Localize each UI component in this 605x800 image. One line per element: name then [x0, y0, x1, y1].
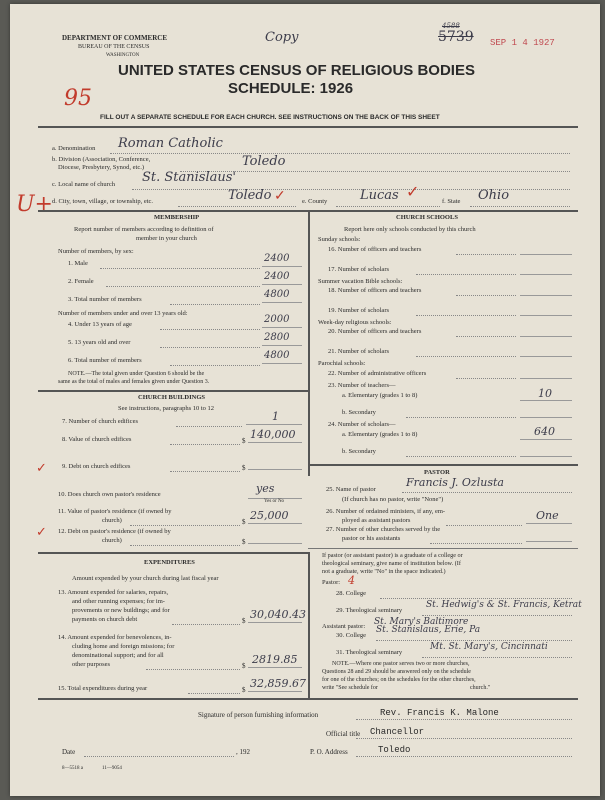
- official-title-value[interactable]: Chancellor: [370, 727, 425, 737]
- denomination-label: a. Denomination: [52, 145, 96, 152]
- q14-label-1: 14. Amount expended for benevolences, in-: [58, 634, 172, 641]
- q22-label: 22. Number of administrative officers: [328, 370, 427, 377]
- q13-label-3: provements or new buildings; and for: [72, 607, 170, 614]
- q1-male-label: 1. Male: [68, 260, 88, 267]
- q5-over13-label: 5. 13 years old and over: [68, 339, 131, 346]
- signature-label: Signature of person furnishing information: [198, 711, 319, 719]
- pastor-subheading: Pastor:: [322, 579, 341, 586]
- q3-total-value[interactable]: 4800: [264, 289, 290, 300]
- q15-amount[interactable]: 32,859.67: [250, 677, 306, 690]
- signature-value[interactable]: Rev. Francis K. Malone: [380, 708, 499, 718]
- q11-label-1: 11. Value of pastor's residence (if owned by: [58, 508, 172, 515]
- check-mark-q9: ✓: [36, 460, 47, 475]
- members-by-sex-label: Number of members, by sex:: [58, 248, 134, 255]
- q12-label-2: church): [102, 537, 122, 544]
- q30-label: 30. College: [336, 632, 366, 639]
- buildings-heading: CHURCH BUILDINGS: [138, 394, 205, 401]
- buildings-subheading: See instructions, paragraphs 10 to 12: [118, 405, 215, 412]
- pastor-heading: PASTOR: [424, 469, 450, 476]
- state-label: f. State: [442, 198, 461, 205]
- official-title-label: Official title: [326, 730, 361, 738]
- schools-heading: CHURCH SCHOOLS: [396, 214, 458, 221]
- q24b-label: b. Secondary: [342, 448, 376, 455]
- q23a-label: a. Elementary (grades 1 to 8): [342, 392, 418, 399]
- assistant-pastor-value[interactable]: St. Mary's Baltimore: [374, 617, 469, 627]
- q17-label: 17. Number of scholars: [328, 266, 390, 273]
- city-value[interactable]: Toledo: [228, 188, 272, 203]
- division-label-1: b. Division (Association, Conference,: [52, 156, 151, 163]
- margin-u-plus-mark: U+: [16, 192, 53, 217]
- q28-label: 28. College: [336, 590, 366, 597]
- q14-label-2: cluding home and foreign missions; for: [72, 643, 175, 650]
- q6-total-value[interactable]: 4800: [264, 350, 290, 361]
- q25-pastor-name[interactable]: Francis J. Ozlusta: [406, 476, 504, 489]
- q15-label: 15. Total expenditures during year: [58, 685, 148, 692]
- q4-under13-value[interactable]: 2000: [264, 314, 290, 325]
- pastor-note-4b: church.": [470, 685, 491, 691]
- q14-label-4: other purposes: [72, 661, 111, 668]
- pastor-note-2: Questions 28 and 29 should be answered only on the schedule: [322, 669, 471, 675]
- q3-total-label: 3. Total number of members: [68, 296, 142, 303]
- q4-under13-label: 4. Under 13 years of age: [68, 321, 132, 328]
- print-number: 11—9054: [102, 766, 122, 771]
- q24-label: 24. Number of scholars—: [328, 421, 396, 428]
- age-group-label: Number of members under and over 13 years old:: [58, 310, 188, 317]
- division-value[interactable]: Toledo: [242, 154, 286, 169]
- instruction-line: FILL OUT A SEPARATE SCHEDULE FOR EACH CHURCH. SEE INSTRUCTIONS ON THE BACK OF THIS SHEET: [100, 114, 440, 121]
- q11-label-2: church): [102, 517, 122, 524]
- q2-female-value[interactable]: 2400: [264, 271, 290, 282]
- membership-heading: MEMBERSHIP: [154, 214, 200, 221]
- q20-label: 20. Number of officers and teachers: [328, 328, 422, 335]
- q8-value-label: 8. Value of church edifices: [62, 436, 132, 443]
- q23b-label: b. Secondary: [342, 409, 376, 416]
- q26-value[interactable]: One: [536, 509, 559, 522]
- q11-value-amount[interactable]: 25,000: [250, 509, 289, 522]
- q13-label-2: and other running expenses; for im-: [72, 598, 165, 605]
- q26-label-2: ployed as assistant pastors: [342, 517, 411, 524]
- pastor-note-1: NOTE.—Where one pastor serves two or more churches,: [332, 661, 470, 667]
- q25-note: (If church has no pastor, write "None"): [342, 496, 444, 503]
- q8-value-amount[interactable]: 140,000: [250, 428, 296, 441]
- q2-female-label: 2. Female: [68, 278, 94, 285]
- q19-label: 19. Number of scholars: [328, 307, 390, 314]
- struck-number: 4588: [442, 22, 460, 30]
- division-label-2: Diocese, Presbytery, Synod, etc.): [58, 164, 145, 171]
- po-address-value[interactable]: Toledo: [378, 745, 411, 755]
- q24a-label: a. Elementary (grades 1 to 8): [342, 431, 418, 438]
- q21-label: 21. Number of scholars: [328, 348, 390, 355]
- q24a-value[interactable]: 640: [534, 425, 555, 438]
- graduate-note-2: theological seminary, give name of institution below. (If: [322, 560, 461, 567]
- sunday-schools-label: Sunday schools:: [318, 236, 361, 243]
- q10-residence-value[interactable]: yes: [256, 482, 275, 495]
- expenditures-heading: EXPENDITURES: [144, 559, 195, 566]
- q12-label-1: 12. Debt on pastor's residence (if owned by: [58, 528, 171, 535]
- state-value[interactable]: Ohio: [478, 188, 510, 203]
- pastor-note-4: write "See schedule for: [322, 685, 378, 691]
- county-label: e. County: [302, 198, 328, 205]
- check-mark-county: ✓: [406, 184, 420, 201]
- bureau-label: BUREAU OF THE CENSUS: [78, 44, 150, 50]
- schedule-number: 5739: [438, 29, 474, 45]
- q6-total-label: 6. Total number of members: [68, 357, 142, 364]
- q9-debt-label: 9. Debt on church edifices: [62, 463, 131, 470]
- city-label: WASHINGTON: [106, 53, 140, 58]
- q30-value[interactable]: St. Stanislaus, Erie, Pa: [376, 625, 481, 635]
- census-schedule-sheet: DEPARTMENT OF COMMERCE BUREAU OF THE CENSUS WASHINGTON Copy 4588 5739 SEP 1 4 1927 UNITED STATES CENSUS OF RELIGIOUS BODIES SCHEDULE: 1926 95 FILL OUT A SEPARATE SCHEDULE FOR EACH CHURCH. SEE INSTRUCTIONS ON THE BACK OF THIS SHEET a. Denomination Roman Catholic b. Division (Association, Conference, Diocese, Presbytery, Synod, etc.) Toledo c. Local name of church St. Stanislaus' d. City, town, village, or township, etc. Toledo ✓ e. County Lucas ✓ f. State Ohio U+ MEMBERSHIP Report number of members according to definition of member in your church Number of members, by sex: 1. Male 2400 2. Female 2400 3. Total number of members 4800 Number of members under and over 13 years old: 4. Under 13 years of age 2000 5. 13 years old and over 2800 6. Total number of members 4800 NOTE.—The total given under Question 6 should be the same as the total of males and females given under Question 3. CHURCH BUILDINGS See instructions, paragraphs 10 to 12 7. Number of church edifices 1 8. Value of church edifices $ 140,000 ✓ 9. Debt on church edifices $ 10. Does church own pastor's residence yes Yes or No 11. Value of pastor's residence (if owned by church) $ 25,000 ✓ 12. Debt on pastor's residence (if owned by church) $ EXPENDITURES Amount expended by your church during last fiscal year 13. Amount expended for salaries, repairs, and other running expenses; for im- provements or new buildings; and for payments on church debt $ 30,040.43 14. Amount expended for benevolences, in- cluding home and foreign missions; for denominational support; and for all other purposes $ 2819.85 15. Total expenditures during year $ 32,859.67 CHURCH SCHOOLS Report here only schools conducted by this church Sunday schools: 16. Number of officers and teachers 17. Number of scholars Summer vacation Bible schools: 18. Number of officers and teachers 19. Number of scholars Week-day religious schools: 20. Number of officers and teachers 21. Number of scholars Parochial schools: 22. Number of administrative officers 23. Number of teachers— a. Elementary (grades 1 to 8) 10 b. Secondary 24. Number of scholars— a. Elementary (grades 1 to 8) 640 b. Secondary PASTOR 25. Name of pastor Francis J. Ozlusta (If church has no pastor, write "None") 26. Number of ordained ministers, if any, em- ployed as assistant pastors One 27. Number of other churches served by the pastor or his assistants If pastor (or assistant pastor) is a graduate of a college or theological seminary, give name of institution below. (If not a graduate, write "No" in the space indicated.) Pastor: 4 28. College 29. Theological seminary St. Hedwig's & St. Francis, Ketrat Assistant pastor: St. Mary's Baltimore 30. College St. Stanislaus, Erie, Pa 31. Theological seminary Mt. St. Mary's, Cincinnati NOTE.—Where one pastor serves two or more churches, Questions 28 and 29 should be answered only on the schedule for one of the churches; on the schedules for the other churches, write "See schedule for church." Signature of person furnishing information Rev. Francis K. Malone Official title Chancellor Date , 192 P. O. Address Toledo 8—5518 a 11—9054: [10, 4, 600, 796]
- assistant-pastor-subheading: Assistant pastor:: [322, 623, 366, 630]
- q14-label-3: denominational support; and for all: [72, 652, 164, 659]
- q16-label: 16. Number of officers and teachers: [328, 246, 422, 253]
- q23-label: 23. Number of teachers—: [328, 382, 396, 389]
- membership-intro-2: member in your church: [136, 235, 197, 242]
- graduate-note-1: If pastor (or assistant pastor) is a graduate of a college or: [322, 552, 463, 559]
- q7-edifices-value[interactable]: 1: [272, 410, 279, 423]
- q27-label-2: pastor or his assistants: [342, 535, 401, 542]
- local-name-label: c. Local name of church: [52, 181, 115, 188]
- expenditures-subheading: Amount expended by your church during last fiscal year: [72, 575, 219, 582]
- graduate-note-3: not a graduate, write "No" in the space indicated.): [322, 568, 446, 575]
- year-label: , 192: [236, 748, 250, 756]
- form-title: UNITED STATES CENSUS OF RELIGIOUS BODIES: [118, 62, 475, 79]
- yes-no-hint: Yes or No: [264, 499, 285, 504]
- schools-intro: Report here only schools conducted by this church: [344, 226, 476, 233]
- received-date-stamp: SEP 1 4 1927: [490, 38, 555, 48]
- parochial-schools-label: Parochial schools:: [318, 360, 366, 367]
- weekday-schools-label: Week-day religious schools:: [318, 319, 392, 326]
- q29-value[interactable]: St. Hedwig's & St. Francis, Ketrat: [426, 600, 582, 610]
- po-address-label: P. O. Address: [310, 748, 348, 756]
- q25-label: 25. Name of pastor: [326, 486, 376, 493]
- q29-label: 29. Theological seminary: [336, 607, 403, 614]
- check-mark-q12: ✓: [36, 524, 47, 539]
- q13-label-4: payments on church debt: [72, 616, 138, 623]
- schedule-title: SCHEDULE: 1926: [228, 80, 354, 97]
- pastor-red-mark: 4: [348, 574, 355, 587]
- membership-note-1: NOTE.—The total given under Question 6 should be the: [68, 371, 205, 377]
- q5-over13-value[interactable]: 2800: [264, 332, 290, 343]
- membership-note-2: same as the total of males and females given under Question 3.: [58, 379, 210, 385]
- summer-schools-label: Summer vacation Bible schools:: [318, 278, 403, 285]
- q27-label-1: 27. Number of other churches served by the: [326, 526, 441, 533]
- q31-value[interactable]: Mt. St. Mary's, Cincinnati: [430, 642, 548, 652]
- q18-label: 18. Number of officers and teachers: [328, 287, 422, 294]
- form-number: 8—5518 a: [62, 766, 83, 771]
- q10-residence-label: 10. Does church own pastor's residence: [58, 491, 161, 498]
- date-label: Date: [62, 748, 76, 756]
- q26-label-1: 26. Number of ordained ministers, if any, em-: [326, 508, 446, 515]
- q7-edifices-label: 7. Number of church edifices: [62, 418, 138, 425]
- q14-amount[interactable]: 2819.85: [252, 653, 298, 666]
- copy-note: Copy: [265, 30, 299, 45]
- pastor-note-3: for one of the churches; on the schedules for the other churches,: [322, 677, 476, 683]
- denomination-value[interactable]: Roman Catholic: [118, 136, 223, 151]
- q13-label-1: 13. Amount expended for salaries, repairs,: [58, 589, 169, 596]
- handwritten-95: 95: [64, 86, 92, 111]
- city-town-label: d. City, town, village, or township, etc.: [52, 198, 154, 205]
- membership-intro-1: Report number of members according to definition of: [74, 226, 214, 233]
- q31-label: 31. Theological seminary: [336, 649, 403, 656]
- q13-amount[interactable]: 30,040.43: [250, 608, 306, 621]
- department-label: DEPARTMENT OF COMMERCE: [62, 34, 168, 42]
- q23a-value[interactable]: 10: [538, 387, 552, 400]
- county-value[interactable]: Lucas: [360, 188, 399, 203]
- check-mark-city: ✓: [274, 189, 286, 204]
- local-name-value[interactable]: St. Stanislaus': [142, 170, 237, 185]
- q1-male-value[interactable]: 2400: [264, 253, 290, 264]
